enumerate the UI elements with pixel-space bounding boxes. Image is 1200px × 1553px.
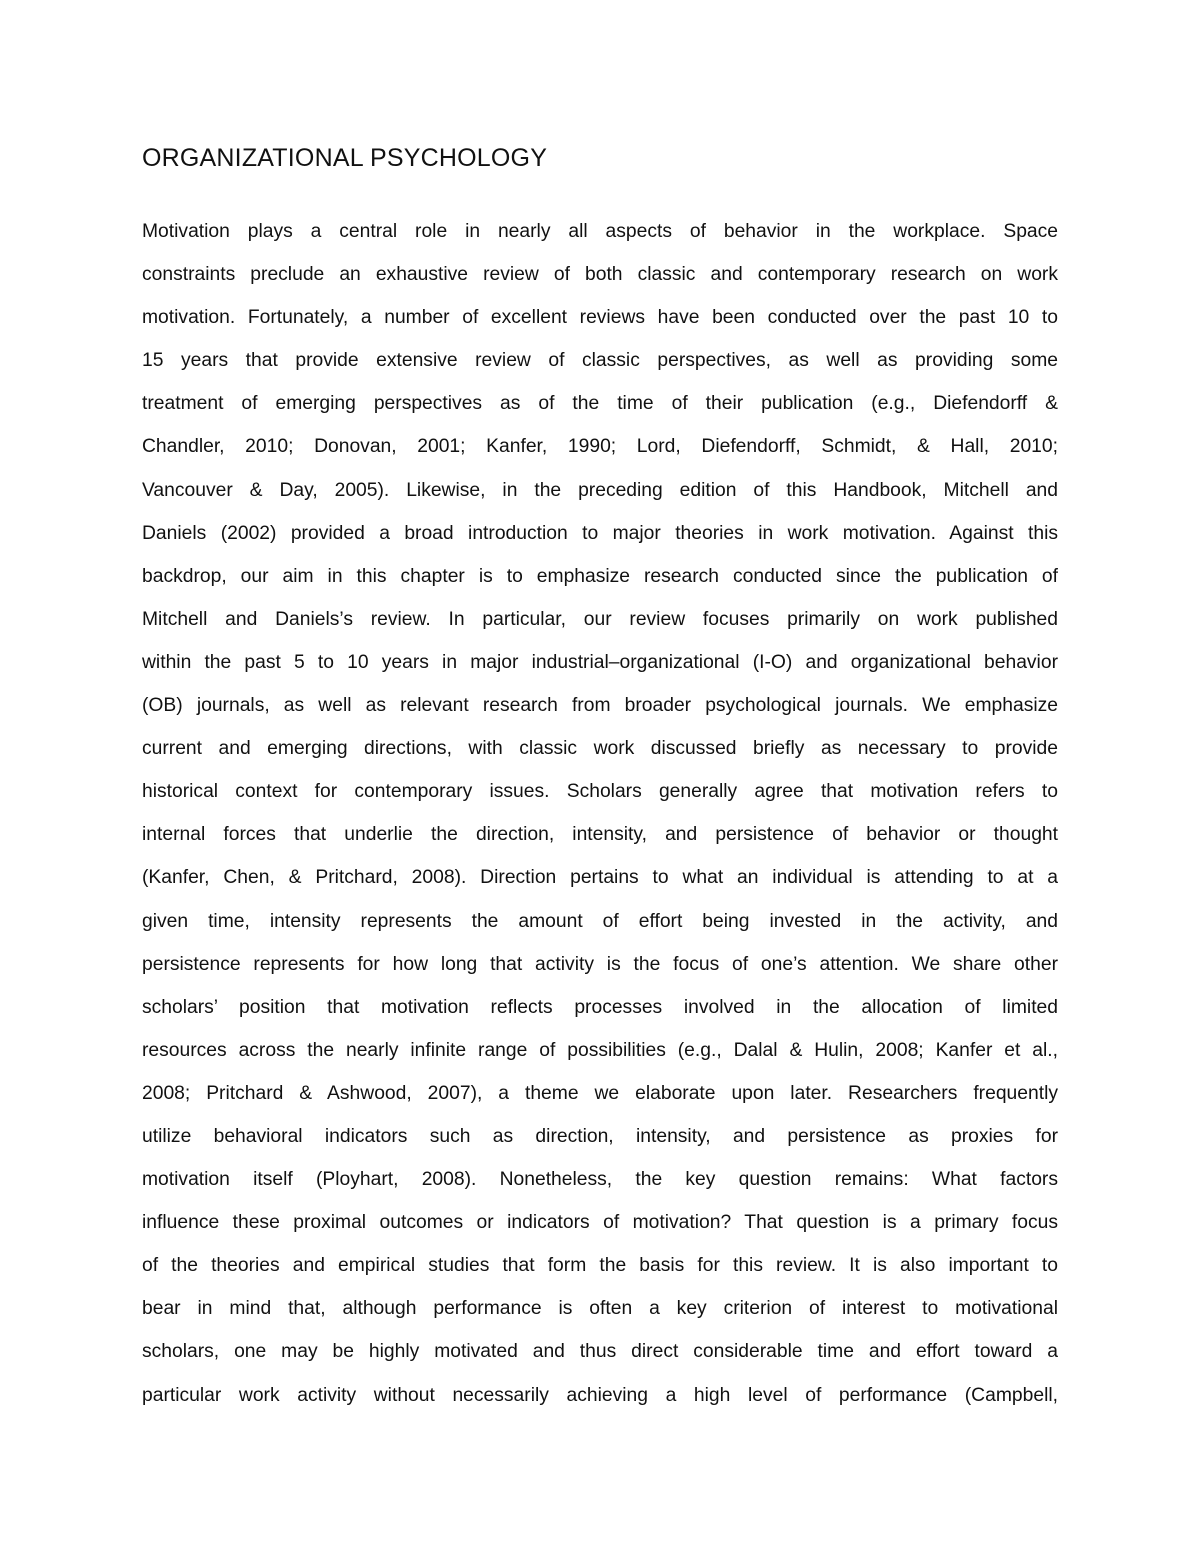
body-text-line: 15 years that provide extensive review of classic perspectives, as well as providing some [142,350,1058,372]
body-text-line: historical context for contemporary issues. Scholars generally agree that motivation refers to [142,781,1058,803]
document-title: ORGANIZATIONAL PSYCHOLOGY [142,144,548,172]
body-text-line: motivation itself (Ployhart, 2008). Nonetheless, the key question remains: What factors [142,1169,1058,1191]
body-text-line: resources across the nearly infinite range of possibilities (e.g., Dalal & Hulin, 2008; Kanfer et al., [142,1039,1058,1061]
body-text-line: Motivation plays a central role in nearly all aspects of behavior in the workplace. Space [142,221,1058,242]
document-body [142,210,1058,1417]
body-text-line: of the theories and empirical studies that form the basis for this review. It is also important to [142,1255,1058,1277]
body-text-line: current and emerging directions, with classic work discussed briefly as necessary to provide [142,738,1058,760]
body-text-line: given time, intensity represents the amount of effort being invested in the activity, and [142,910,1058,932]
body-text-line: treatment of emerging perspectives as of the time of their publication (e.g., Diefendorff & [142,393,1058,415]
body-text-line: influence these proximal outcomes or indicators of motivation? That question is a primary focus [142,1212,1058,1234]
body-text-line: (Kanfer, Chen, & Pritchard, 2008). Direction pertains to what an individual is attending to at a [142,867,1058,889]
body-text-line: internal forces that underlie the direction, intensity, and persistence of behavior or thought [142,824,1058,846]
body-text-line: 2008; Pritchard & Ashwood, 2007), a theme we elaborate upon later. Researchers frequently [142,1082,1058,1104]
body-text-line: persistence represents for how long that activity is the focus of one’s attention. We share other [142,953,1058,975]
body-text-line: Daniels (2002) provided a broad introduction to major theories in work motivation. Against this [142,522,1058,544]
body-text-line: Chandler, 2010; Donovan, 2001; Kanfer, 1990; Lord, Diefendorff, Schmidt, & Hall, 2010; [142,436,1058,458]
body-text-line: Mitchell and Daniels’s review. In particular, our review focuses primarily on work published [142,608,1058,630]
body-text-line: utilize behavioral indicators such as direction, intensity, and persistence as proxies for [142,1125,1058,1147]
body-text-line: Vancouver & Day, 2005). Likewise, in the preceding edition of this Handbook, Mitchell and [142,479,1058,501]
body-text-line: (OB) journals, as well as relevant research from broader psychological journals. We emphasize [142,695,1058,717]
body-text-line: backdrop, our aim in this chapter is to emphasize research conducted since the publication of [142,565,1058,587]
body-text-line: scholars, one may be highly motivated and thus direct considerable time and effort toward a [142,1341,1058,1363]
body-text-line: bear in mind that, although performance is often a key criterion of interest to motivational [142,1298,1058,1320]
body-text-line: particular work activity without necessarily achieving a high level of performance (Campbell, [142,1384,1058,1406]
body-text-line: constraints preclude an exhaustive review of both classic and contemporary research on work [142,264,1058,286]
body-text-line: within the past 5 to 10 years in major industrial–organizational (I-O) and organizational behavior [142,651,1058,673]
body-text-line: scholars’ position that motivation reflects processes involved in the allocation of limited [142,996,1058,1018]
body-text-line: motivation. Fortunately, a number of excellent reviews have been conducted over the past 10 to [142,307,1058,329]
